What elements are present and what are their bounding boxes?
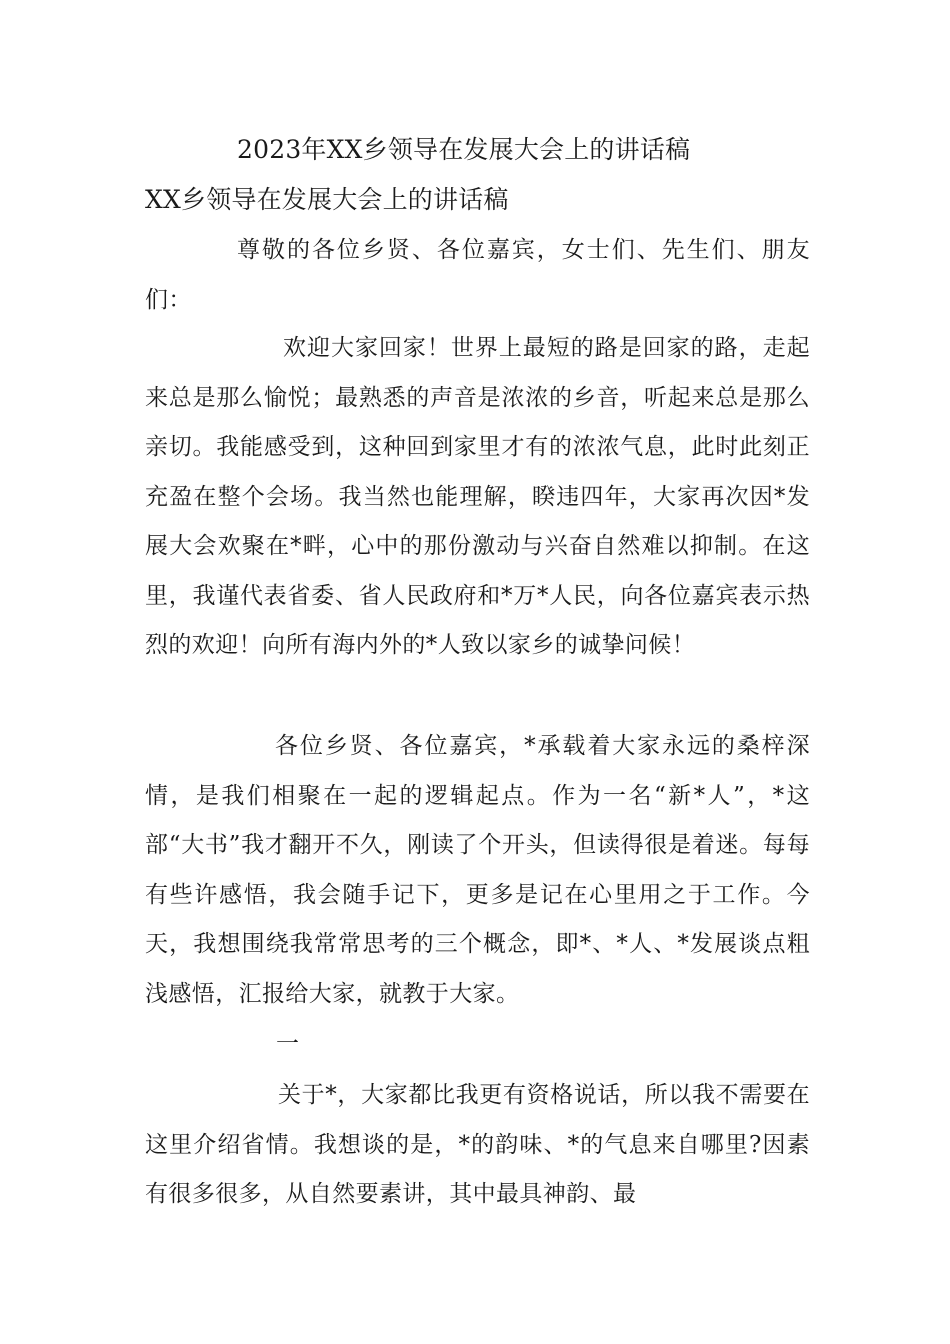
paragraph-section-one: 关于*，大家都比我更有资格说话，所以我不需要在这里介绍省情。我想谈的是，*的韵味、*的气息来自哪里?因素有很多很多，从自然要素讲，其中最具神韵、最 (145, 1082, 810, 1207)
paragraph-salutation: 尊敬的各位乡贤、各位嘉宾，女士们、先生们、朋友们： (145, 237, 810, 313)
document-subtitle: XX乡领导在发展大会上的讲话稿 (145, 185, 509, 214)
paragraph-introduction: 各位乡贤、各位嘉宾，*承载着大家永远的桑梓深情，是我们相聚在一起的逻辑起点。作为一名“新*人”，*这部“大书”我才翻开不久，刚读了个开头，但读得很是着迷。每每有些许感悟，我会随手记下，更多是记在心里用之于工作。今天，我想围绕我常常思考的三个概念，即*、*人、*发展谈点粗浅感悟，汇报给大家，就教于大家。 (145, 733, 810, 1007)
paragraph-welcome: 欢迎大家回家！世界上最短的路是回家的路，走起来总是那么愉悦；最熟悉的声音是浓浓的乡音，听起来总是那么亲切。我能感受到，这种回到家里才有的浓浓气息，此时此刻正充盈在整个会场。我当然也能理解，睽违四年，大家再次因*发展大会欢聚在*畔，心中的那份激动与兴奋自然难以抑制。在这里，我谨代表省委、省人民政府和*万*人民，向各位嘉宾表示热烈的欢迎！向所有海内外的*人致以家乡的诚挚问候！ (145, 335, 810, 658)
section-number: 一 (276, 1031, 299, 1057)
document-title: 2023年XX乡领导在发展大会上的讲话稿 (237, 135, 691, 164)
